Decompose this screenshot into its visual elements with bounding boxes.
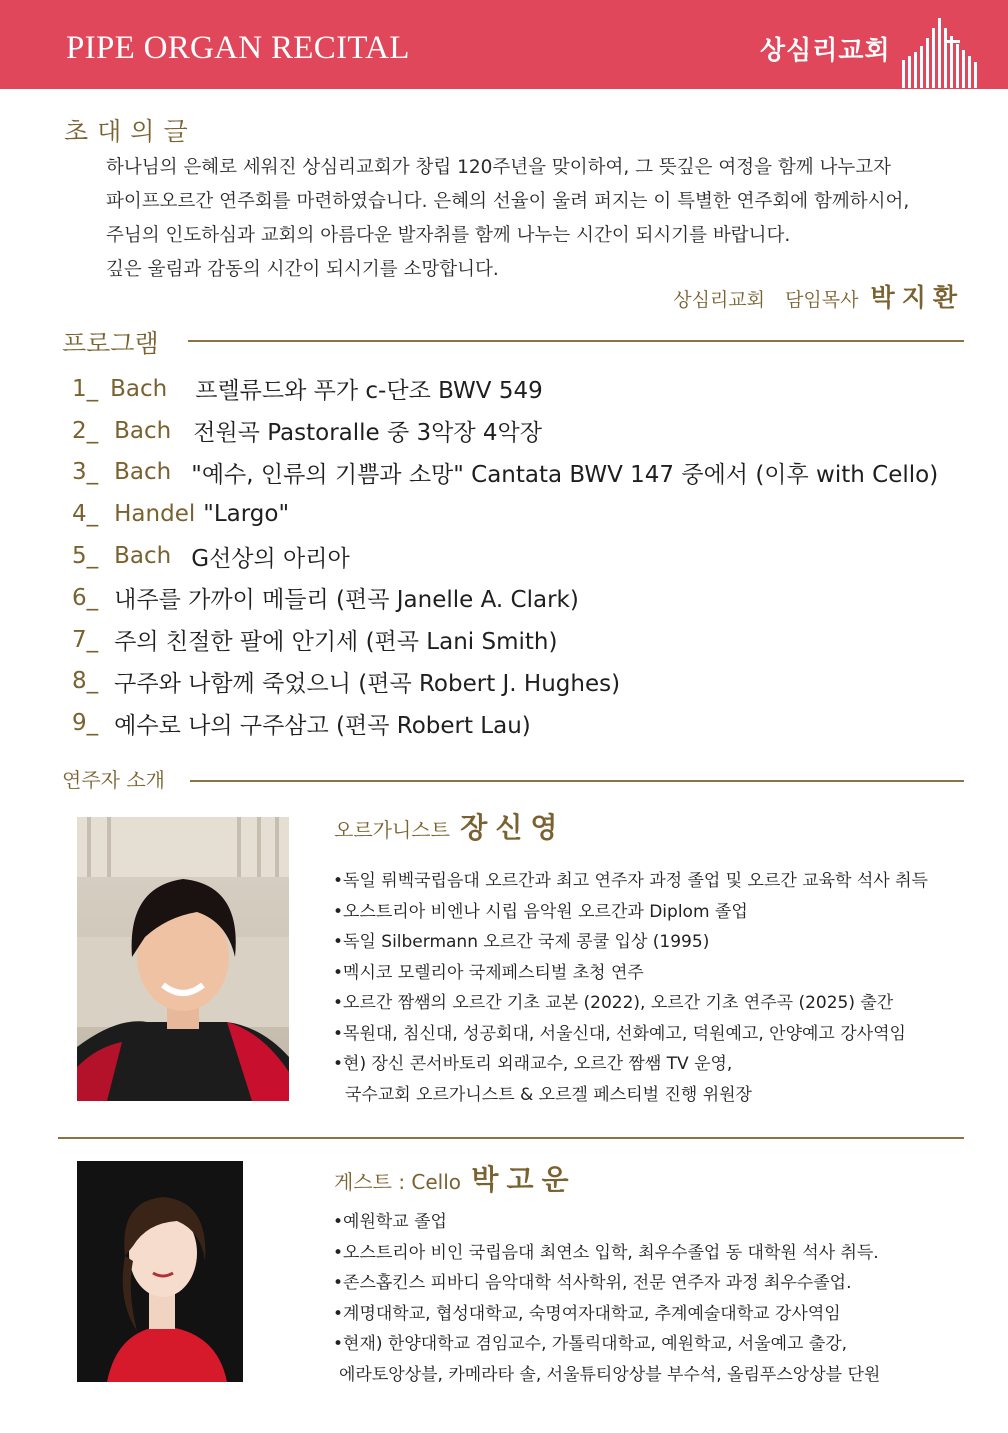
signature-name: 박지환 (870, 283, 964, 312)
bio-item: •존스홉킨스 피바디 음악대학 석사학위, 전문 연주자 과정 최우수졸업. (333, 1273, 852, 1293)
program-item (72, 661, 972, 703)
program-piece: G선상의 아리아 (191, 545, 350, 572)
bio-item: 에라토앙상블, 카메라타 솔, 서울튜티앙상블 부수석, 올림푸스앙상블 단원 (339, 1364, 881, 1385)
bio-item: •현) 장신 콘서바토리 외래교수, 오르간 짬쌤 TV 운영, (333, 1054, 733, 1074)
cellist-heading (334, 1158, 577, 1198)
program-number: 1_ (72, 375, 99, 402)
bio-item: •오르간 짬쌤의 오르간 기초 교본 (2022), 오르간 기초 연주곡 (2025) 출간 (333, 993, 894, 1013)
program-piece: 전원곡 Pastoralle 중 3악장 4악장 (193, 420, 542, 447)
signature (673, 278, 964, 314)
bio-item: •독일 Silbermann 오르간 국제 콩쿨 입상 (1995) (333, 932, 710, 952)
program-number: 6_ (72, 584, 99, 611)
program-piece: "예수, 인류의 기쁨과 소망" Cantata BWV 147 중에서 (이후 with Cello) (191, 461, 939, 488)
cellist-name: 박고운 (471, 1163, 577, 1196)
invitation-line: 파이프오르간 연주회를 마련하였습니다. 은혜의 선율이 울려 퍼지는 이 특별한 연주회에 함께하시어, (106, 191, 910, 212)
program-piece: 예수로 나의 구주삼고 (편곡 Robert Lau) (114, 712, 531, 739)
signature-church: 상심리교회 (673, 289, 766, 311)
cellist-photo (77, 1161, 243, 1382)
program-piece: 주의 친절한 팔에 안기세 (편곡 Lani Smith) (114, 629, 558, 656)
invitation-heading: 초대의글 (64, 117, 197, 146)
organist-photo (77, 817, 289, 1101)
program-composer: Bach (114, 417, 172, 444)
program-item (72, 702, 972, 744)
bio-item: •독일 뤼벡국립음대 오르간과 최고 연주자 과정 졸업 및 오르간 교육학 석사 취득 (333, 871, 928, 891)
program-item (72, 368, 972, 410)
program-item (72, 577, 972, 619)
program-composer: Bach (114, 459, 172, 486)
program-number: 9_ (72, 710, 99, 737)
program-item (72, 410, 972, 452)
signature-role: 담임목사 (785, 289, 859, 311)
program-list (72, 368, 972, 744)
program-item (72, 493, 972, 535)
program-piece: 내주를 가까이 메들리 (편곡 Janelle A. Clark) (114, 587, 579, 614)
program-number: 4_ (72, 501, 99, 528)
program-number: 2_ (72, 417, 99, 444)
performers-divider (190, 780, 964, 782)
performers-heading: 연주자 소개 (62, 768, 165, 792)
cellist-role: 게스트 : Cello (334, 1170, 462, 1194)
bio-item: •목원대, 침신대, 성공회대, 서울신대, 선화예고, 덕원예고, 안양예고 강사역임 (333, 1023, 906, 1044)
program-number: 8_ (72, 668, 99, 695)
bio-item: •오스트리아 비인 국립음대 최연소 입학, 최우수졸업 동 대학원 석사 취득. (333, 1242, 879, 1263)
bio-item: •현재) 한양대학교 겸임교수, 가톨릭대학교, 예원학교, 서울예고 출강, (333, 1334, 848, 1354)
program-number: 3_ (72, 459, 99, 486)
organist-role: 오르가니스트 (334, 818, 450, 842)
bio-item: •멕시코 모렐리아 국제페스티벌 초청 연주 (333, 962, 644, 983)
program-number: 5_ (72, 543, 99, 570)
program-piece: 구주와 나함께 죽었으니 (편곡 Robert J. Hughes) (114, 670, 621, 697)
program-composer: Bach (110, 375, 168, 402)
program-item (72, 452, 972, 494)
bio-item: 국수교회 오르가니스트 & 오르겔 페스티벌 진행 위원장 (345, 1084, 752, 1105)
bio-item: •예원학교 졸업 (333, 1212, 447, 1232)
organist-name: 장신영 (460, 811, 566, 844)
performer-divider (58, 1137, 964, 1139)
recital-title: PIPE ORGAN RECITAL (66, 30, 410, 66)
program-piece: 프렐류드와 푸가 c-단조 BWV 549 (195, 378, 543, 405)
program-divider (188, 340, 964, 342)
program-composer: Bach (114, 543, 172, 570)
organist-heading (334, 806, 565, 846)
program-composer: Handel (114, 501, 196, 528)
bio-item: •오스트리아 비엔나 시립 음악원 오르간과 Diplom 졸업 (333, 901, 748, 922)
program-heading: 프로그램 (62, 329, 159, 358)
program-item (72, 535, 972, 577)
church-name: 상심리교회 (760, 36, 891, 66)
program-number: 7_ (72, 626, 99, 653)
bio-item: •계명대학교, 협성대학교, 숙명여자대학교, 추계예술대학교 강사역임 (333, 1303, 841, 1324)
invitation-line: 하나님의 은혜로 세워진 상심리교회가 창립 120주년을 맞이하여, 그 뜻깊은 여정을 함께 나누고자 (106, 157, 891, 178)
pipe-organ-icon (900, 14, 980, 90)
cellist-bio (333, 1207, 880, 1390)
invitation-body (106, 151, 986, 287)
program-item (72, 619, 972, 661)
program-piece: "Largo" (203, 501, 290, 528)
header-banner (0, 0, 1008, 89)
organist-bio (333, 866, 928, 1110)
invitation-line: 깊은 울림과 감동의 시간이 되시기를 소망합니다. (106, 259, 499, 280)
invitation-line: 주님의 인도하심과 교회의 아름다운 발자취를 함께 나누는 시간이 되시기를 바랍니다. (106, 225, 791, 246)
